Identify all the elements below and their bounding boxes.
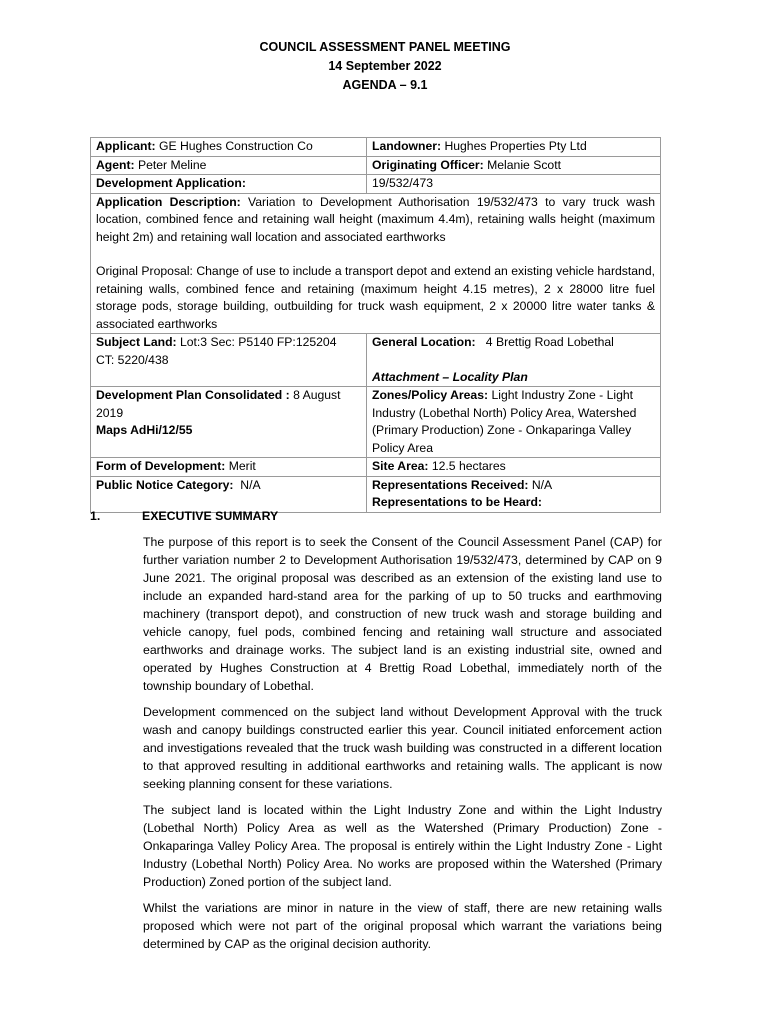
table-row [91,175,661,194]
devplan-cell [91,387,367,458]
table-row [91,458,661,477]
general-location-value: 4 Brettig Road Lobethal [485,335,614,349]
devapp-label: Development Application: [96,176,246,190]
original-proposal: Original Proposal: Change of use to include a transport depot and extend an existing vehicle hardstand, retaining walls, combined fence and retaining (maximum height 4.15 metres), 2 x 28000 litre fuel storage pods, storage building, outbuilding for truck wash equipment, 2 x 20000 litre water tanks & associated earthworks [96,264,655,331]
agent-cell [91,156,367,175]
site-area-label: Site Area: [372,459,429,473]
agent-value: Peter Meline [137,157,207,172]
application-details-table [90,137,661,513]
public-notice-label: Public Notice Category: [96,477,234,492]
table-row [91,476,661,512]
summary-paragraph: The subject land is located within the Light Industry Zone and within the Light Industry (Lobethal North) Policy Area as well as the Watershed (Primary Production) Zone - Onkaparinga Valley Policy Area. The proposal is entirely within the Light Industry Zone - Light Industry (Lobethal North) Policy Area. No works are proposed within the Watershed (Primary Production) Zoned portion of the subject land. [143,803,662,889]
devapp-value-cell [367,175,661,194]
appdesc-value: Variation to Development Authorisation 19/532/473 to vary truck wash location, combined fence and retaining wall height (maximum 4.4m), retaining walls height (maximum height 2m) and retaining wall location and associated earthworks [96,194,656,244]
meeting-date: 14 September 2022 [328,59,442,73]
subject-land-line [96,334,361,352]
landowner-cell [367,138,661,157]
summary-paragraph: Whilst the variations are minor in nature in the view of staff, there are new retaining walls proposed which were not part of the original proposal which warrant the variations being determined by CAP as the original decision authority. [143,901,662,951]
reps-received-line [372,477,655,495]
reps-received-label: Representations Received: [372,477,529,492]
zones-value: Light Industry Zone - Light Industry (Lobethal North) Policy Area, Watershed (Primary Production) Zone - Onkaparinga Valley Policy Area [372,388,637,455]
application-description [96,194,655,247]
site-area-cell [367,458,661,477]
landowner-label: Landowner: [372,139,442,153]
table-row [91,387,661,458]
subject-land-value: Lot:3 Sec: P5140 FP:125204 [179,335,337,349]
zones-label: Zones/Policy Areas: [372,388,489,402]
devplan-label: Development Plan Consolidated : [96,388,290,402]
landowner-value: Hughes Properties Pty Ltd [444,139,587,153]
devplan-line [96,387,361,422]
general-location-line [372,334,655,352]
general-location-label: General Location: [372,335,476,349]
officer-cell [367,156,661,175]
attachment-locality-plan: Attachment – Locality Plan [372,369,528,384]
agent-label: Agent: [96,157,135,172]
agenda-item: AGENDA – 9.1 [342,78,428,92]
section-title: EXECUTIVE SUMMARY [142,509,279,523]
summary-paragraph: The purpose of this report is to seek the Consent of the Council Assessment Panel (CAP) for further variation number 2 to Development Authorisation 19/532/473, determined by CAP on 9 June 2021. The original proposal was described as an extension of the existing land use to include an expanded hard-stand area for the parking of up to 50 trucks and earthmoving machinery (transport depot), and construction of new truck wash and storage building and vehicle canopy, fuel pods, combined fencing and retaining wall structure and associated earthworks and drainage works. The subject land is an existing industrial site, owned and operated by Hughes Construction at 4 Brettig Road Lobethal, immediately north of the township boundary of Lobethal. [143,535,662,693]
devplan-value: 8 August 2019 [96,388,341,420]
form-cell [91,458,367,477]
agenda-header [0,38,770,95]
reps-heard-label: Representations to be Heard: [372,495,542,509]
table-row [91,156,661,175]
site-area-value: 12.5 hectares [431,459,506,473]
subject-land-cell [91,334,367,387]
zones-cell [367,387,661,458]
maps-label: Maps AdHi/12/55 [96,423,193,437]
ct-value: CT: 5220/438 [96,352,169,367]
application-description-cell [91,193,661,334]
section-body [143,533,662,953]
table-row [91,193,661,334]
summary-paragraph: Development commenced on the subject land without Development Approval with the truck wash and canopy buildings constructed earlier this year. Council initiated enforcement action and investigations revealed that the truck wash building was constructed in a different location to that approved resulting in additional earthworks and retaining walls. The applicant is now seeking planning consent for these variations. [143,705,662,791]
applicant-cell [91,138,367,157]
applicant-label: Applicant: [96,139,156,153]
officer-label: Originating Officer: [372,157,484,172]
public-notice-cell [91,476,367,512]
general-location-cell [367,334,661,387]
form-value: Merit [228,459,256,473]
subject-land-label: Subject Land: [96,335,177,349]
executive-summary-section [90,508,662,961]
section-heading [90,508,662,525]
reps-received-value: N/A [531,477,553,492]
public-notice-value: N/A [240,477,261,492]
meeting-title: COUNCIL ASSESSMENT PANEL MEETING [259,40,511,54]
devapp-value: 19/532/473 [372,176,433,190]
officer-value: Melanie Scott [487,157,561,172]
applicant-value: GE Hughes Construction Co [158,139,313,153]
devapp-cell [91,175,367,194]
form-label: Form of Development: [96,459,226,473]
appdesc-label: Application Description: [96,194,241,209]
section-number: 1. [90,509,101,523]
table-row [91,334,661,387]
representations-cell [367,476,661,512]
table-row [91,138,661,157]
